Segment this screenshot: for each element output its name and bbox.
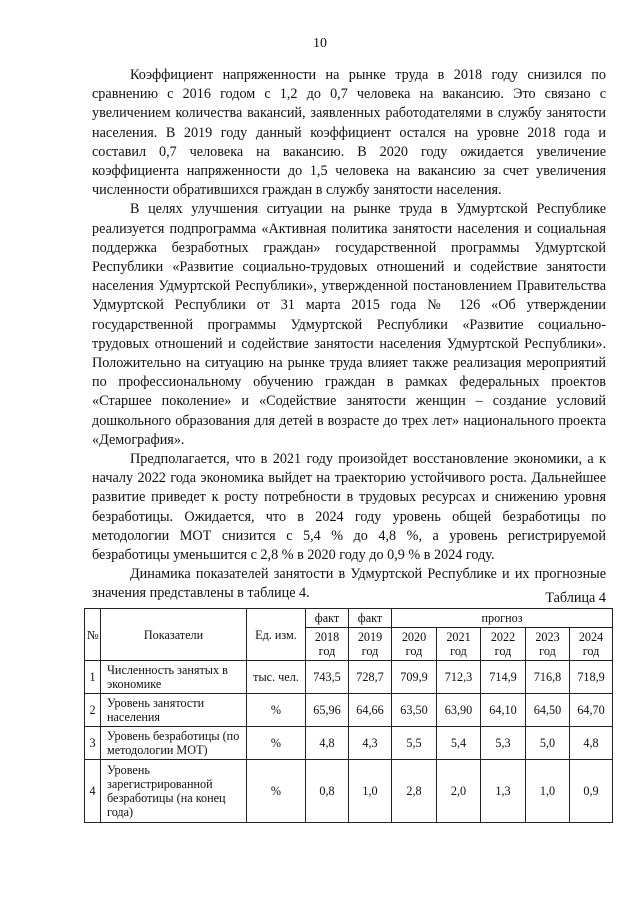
- header-year: 2023 год: [526, 628, 570, 661]
- table-row: [85, 694, 613, 727]
- row-value: 1,0: [526, 760, 570, 823]
- header-year: 2019 год: [349, 628, 392, 661]
- header-fact-2019: факт: [349, 609, 392, 628]
- row-value: 5,0: [526, 727, 570, 760]
- row-value: 4,3: [349, 727, 392, 760]
- page-number: 10: [313, 36, 327, 51]
- row-value: 64,70: [570, 694, 613, 727]
- table-row: [85, 760, 613, 823]
- row-unit: тыс. чел.: [247, 661, 306, 694]
- row-number: 3: [85, 727, 101, 760]
- paragraph-table-reference: Динамика показателей занятости в Удмуртской Республике и их прогнозные значения представлены в таблице 4.: [92, 566, 606, 602]
- row-unit: %: [247, 727, 306, 760]
- row-indicator: Уровень безработицы (по методологии МОТ): [101, 727, 247, 760]
- row-indicator: Численность занятых в экономике: [101, 661, 247, 694]
- paragraph-economic-recovery: Предполагается, что в 2021 году произойдет восстановление экономики, а к началу 2022 года экономика выйдет на траекторию устойчивого роста. Дальнейшее развитие приведет к росту потребности в трудовых ресурсах и снижению уровня безработицы. Ожидается, что в 2024 году уровень общей безработицы по методологии МОТ снизится с 5,4 % до 4,8 %, а уровень регистрируемой безработицы уменьшится с 2,8 % в 2020 году до 0,9 % в 2024 году.: [92, 451, 606, 564]
- header-year: 2024 год: [570, 628, 613, 661]
- row-number: 1: [85, 661, 101, 694]
- row-value: 712,3: [437, 661, 481, 694]
- row-value: 718,9: [570, 661, 613, 694]
- row-value: 2,0: [437, 760, 481, 823]
- row-value: 0,9: [570, 760, 613, 823]
- row-value: 64,50: [526, 694, 570, 727]
- header-year: 2020 год: [392, 628, 437, 661]
- row-value: 709,9: [392, 661, 437, 694]
- table-row: [85, 661, 613, 694]
- row-value: 5,5: [392, 727, 437, 760]
- row-value: 65,96: [306, 694, 349, 727]
- table-row: [85, 727, 613, 760]
- row-value: 716,8: [526, 661, 570, 694]
- paragraph-subprogram: В целях улучшения ситуации на рынке труда в Удмуртской Республике реализуется подпрограмма «Активная политика занятости населения и социальная поддержка безработных граждан» государственной программы Удмуртской Республики «Развитие социально-трудовых отношений и содействие занятости населения Удмуртской Республики», утвержденной постановлением Правительства Удмуртской Республики от 31 марта 2015 года № 126 «Об утверждении государственной программы Удмуртской Республики «Развитие социально-трудовых отношений и содействие занятости населения Удмуртской Республики». Положительно на ситуацию на рынке труда влияет также реализация мероприятий по профессиональному обучению граждан в рамках федеральных проектов «Старшее поколение» и «Содействие занятости женщин – создание условий дошкольного образования для детей в возрасте до трех лет» национального проекта «Демография».: [92, 201, 606, 448]
- row-indicator: Уровень занятости населения: [101, 694, 247, 727]
- employment-indicators-table: [84, 608, 613, 823]
- header-fact-2018: факт: [306, 609, 349, 628]
- row-value: 4,8: [306, 727, 349, 760]
- header-indicator: Показатели: [101, 609, 247, 661]
- row-unit: %: [247, 694, 306, 727]
- row-value: 743,5: [306, 661, 349, 694]
- row-value: 64,66: [349, 694, 392, 727]
- body-text: [92, 66, 606, 604]
- row-indicator: Уровень зарегистрированной безработицы (на конец года): [101, 760, 247, 823]
- row-number: 2: [85, 694, 101, 727]
- row-value: 1,3: [481, 760, 526, 823]
- row-value: 63,50: [392, 694, 437, 727]
- row-number: 4: [85, 760, 101, 823]
- header-number: №: [85, 609, 101, 661]
- row-value: 2,8: [392, 760, 437, 823]
- header-year: 2022 год: [481, 628, 526, 661]
- header-year: 2021 год: [437, 628, 481, 661]
- table-header-row: [85, 609, 613, 628]
- table-caption: Таблица 4: [545, 590, 606, 606]
- header-unit: Ед. изм.: [247, 609, 306, 661]
- row-value: 5,3: [481, 727, 526, 760]
- paragraph-tension-coefficient: Коэффициент напряженности на рынке труда в 2018 году снизился по сравнению с 2016 годом с 1,2 до 0,7 человека на вакансию. Это связано с увеличением количества вакансий, заявленных работодателями в службу занятости населения. В 2019 году данный коэффициент остался на уровне 2018 года и составил 0,7 человека на вакансию. В 2020 году ожидается увеличение коэффициента напряженности до 1,5 человека на вакансию за счет увеличения численности обратившихся граждан в службу занятости населения.: [92, 67, 606, 199]
- row-unit: %: [247, 760, 306, 823]
- row-value: 64,10: [481, 694, 526, 727]
- row-value: 4,8: [570, 727, 613, 760]
- row-value: 5,4: [437, 727, 481, 760]
- row-value: 63,90: [437, 694, 481, 727]
- header-year: 2018 год: [306, 628, 349, 661]
- header-forecast: прогноз: [392, 609, 613, 628]
- row-value: 728,7: [349, 661, 392, 694]
- row-value: 0,8: [306, 760, 349, 823]
- row-value: 714,9: [481, 661, 526, 694]
- row-value: 1,0: [349, 760, 392, 823]
